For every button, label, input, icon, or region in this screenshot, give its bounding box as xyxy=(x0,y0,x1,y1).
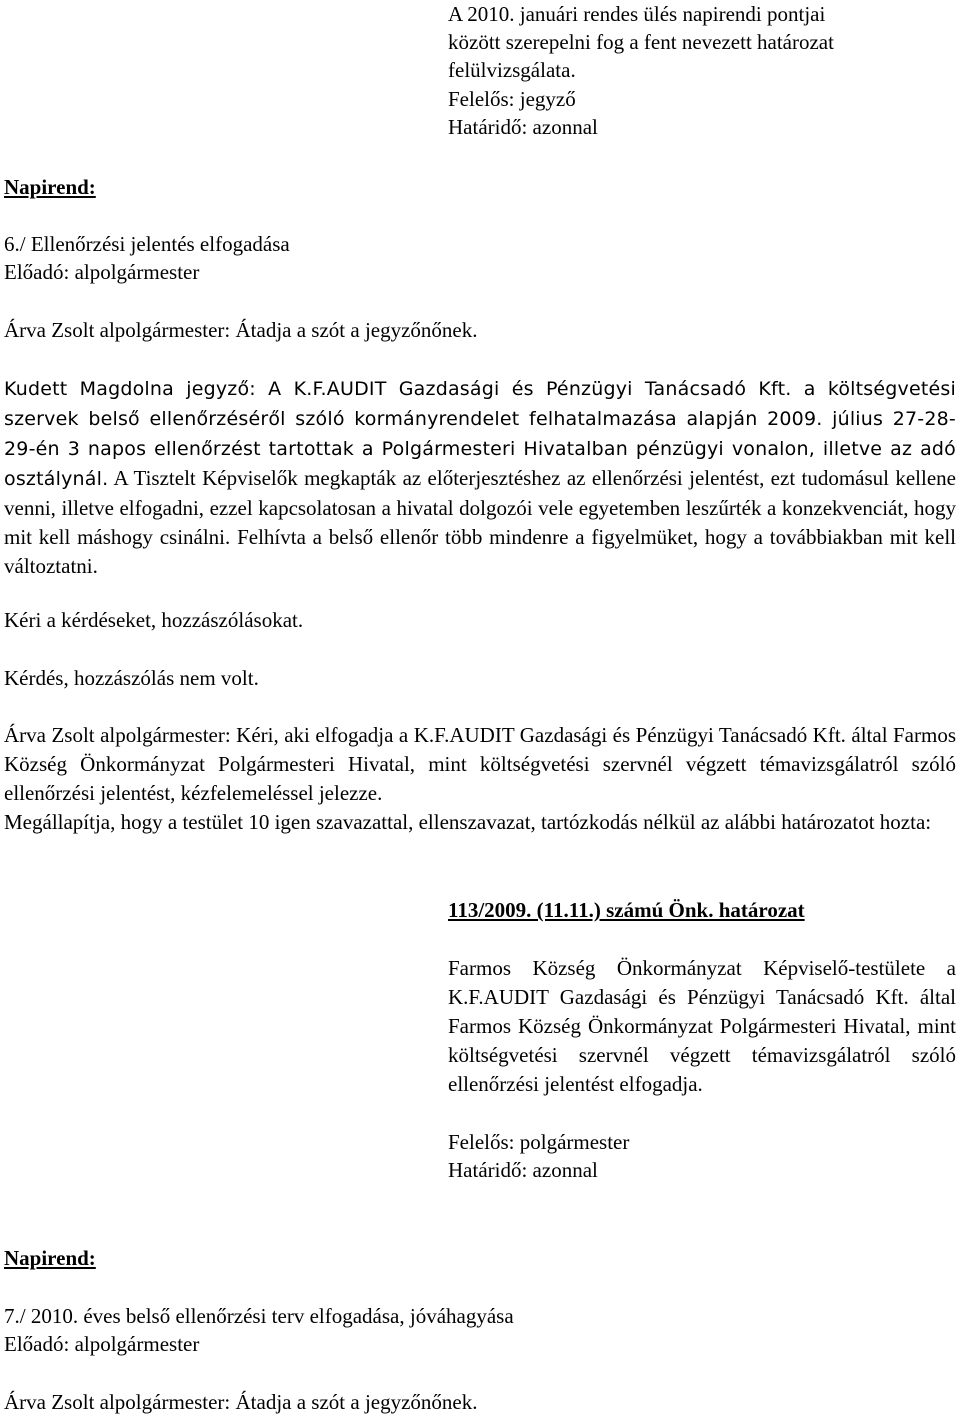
agenda-item-presenter-7: Előadó: alpolgármester xyxy=(4,1332,200,1356)
handover-statement: Árva Zsolt alpolgármester: Átadja a szót a jegyzőnőnek. xyxy=(4,318,478,342)
handover-statement-7: Árva Zsolt alpolgármester: Átadja a szót a jegyzőnőnek. xyxy=(4,1390,478,1414)
decision-title: 113/2009. (11.11.) számú Önk. határozat xyxy=(448,898,805,922)
agenda-item-title: 6./ Ellenőrzési jelentés elfogadása xyxy=(4,232,290,256)
agenda-heading-7: Napirend: xyxy=(4,1246,96,1270)
decision-text: Farmos Község Önkormányzat Képviselő-testülete a K.F.AUDIT Gazdasági és Pénzügyi Tanácsadó Kft. által Farmos Község Önkormányzat Polgármesteri Hivatal, mint költségvetési szervnél végzett témavizsgálatról szóló ellenőrzési jelentést elfogadja. xyxy=(448,956,956,1096)
report-paragraph xyxy=(4,374,956,581)
previous-decision-line-1: A 2010. januári rendes ülés napirendi pontjai xyxy=(448,2,826,26)
agenda-heading: Napirend: xyxy=(4,175,96,199)
no-comments-note: Kérdés, hozzászólás nem volt. xyxy=(4,666,259,690)
decision-responsible: Felelős: polgármester xyxy=(448,1130,630,1154)
agenda-item-presenter: Előadó: alpolgármester xyxy=(4,260,200,284)
request-comments: Kéri a kérdéseket, hozzászólásokat. xyxy=(4,608,304,632)
vote-result-paragraph: Megállapítja, hogy a testület 10 igen szavazattal, ellenszavazat, tartózkodás nélkül az alábbi határozatot hozta: xyxy=(4,810,932,834)
previous-responsible: Felelős: jegyző xyxy=(448,87,576,111)
previous-decision-line-2: között szerepelni fog a fent nevezett határozat xyxy=(448,30,834,54)
previous-decision-line-3: felülvizsgálata. xyxy=(448,58,576,82)
agenda-item-title-7: 7./ 2010. éves belső ellenőrzési terv elfogadása, jóváhagyása xyxy=(4,1304,514,1328)
previous-deadline: Határidő: azonnal xyxy=(448,115,598,139)
report-text-notary: Kudett Magdolna jegyző: A K.F.AUDIT Gazdasági és Pénzügyi Tanácsadó Kft. a költségvetési szervek belső ellenőrzéséről szóló kormányrendelet felhatalmazása alapján 2009. július 27-28-29-én 3 napos ellenőrzést tartottak a Polgármesteri Hivatalban pénzügyi vonalon, illetve az adó osztálynál. xyxy=(4,378,956,490)
decision-deadline: Határidő: azonnal xyxy=(448,1158,598,1182)
vote-call-paragraph: Árva Zsolt alpolgármester: Kéri, aki elfogadja a K.F.AUDIT Gazdasági és Pénzügyi Tanácsadó Kft. által Farmos Község Önkormányzat Polgármesteri Hivatal, mint költségvetési szervnél végzett témavizsgálatról szóló ellenőrzési jelentést, kézfelemeléssel jelezze. xyxy=(4,723,956,805)
report-text-continuation: A Tisztelt Képviselők megkapták az előterjesztéshez az ellenőrzési jelentést, ezt tudomásul kellene venni, illetve elfogadni, ezzel kapcsolatosan a hivatal dolgozói vele egyetemben leszűrték a konzekvenciát, hogy mit kell máshogy csinálni. Felhívta a belső ellenőr több mindenre a figyelmüket, hogy a továbbiakban mit kell változtatni. xyxy=(4,466,956,578)
